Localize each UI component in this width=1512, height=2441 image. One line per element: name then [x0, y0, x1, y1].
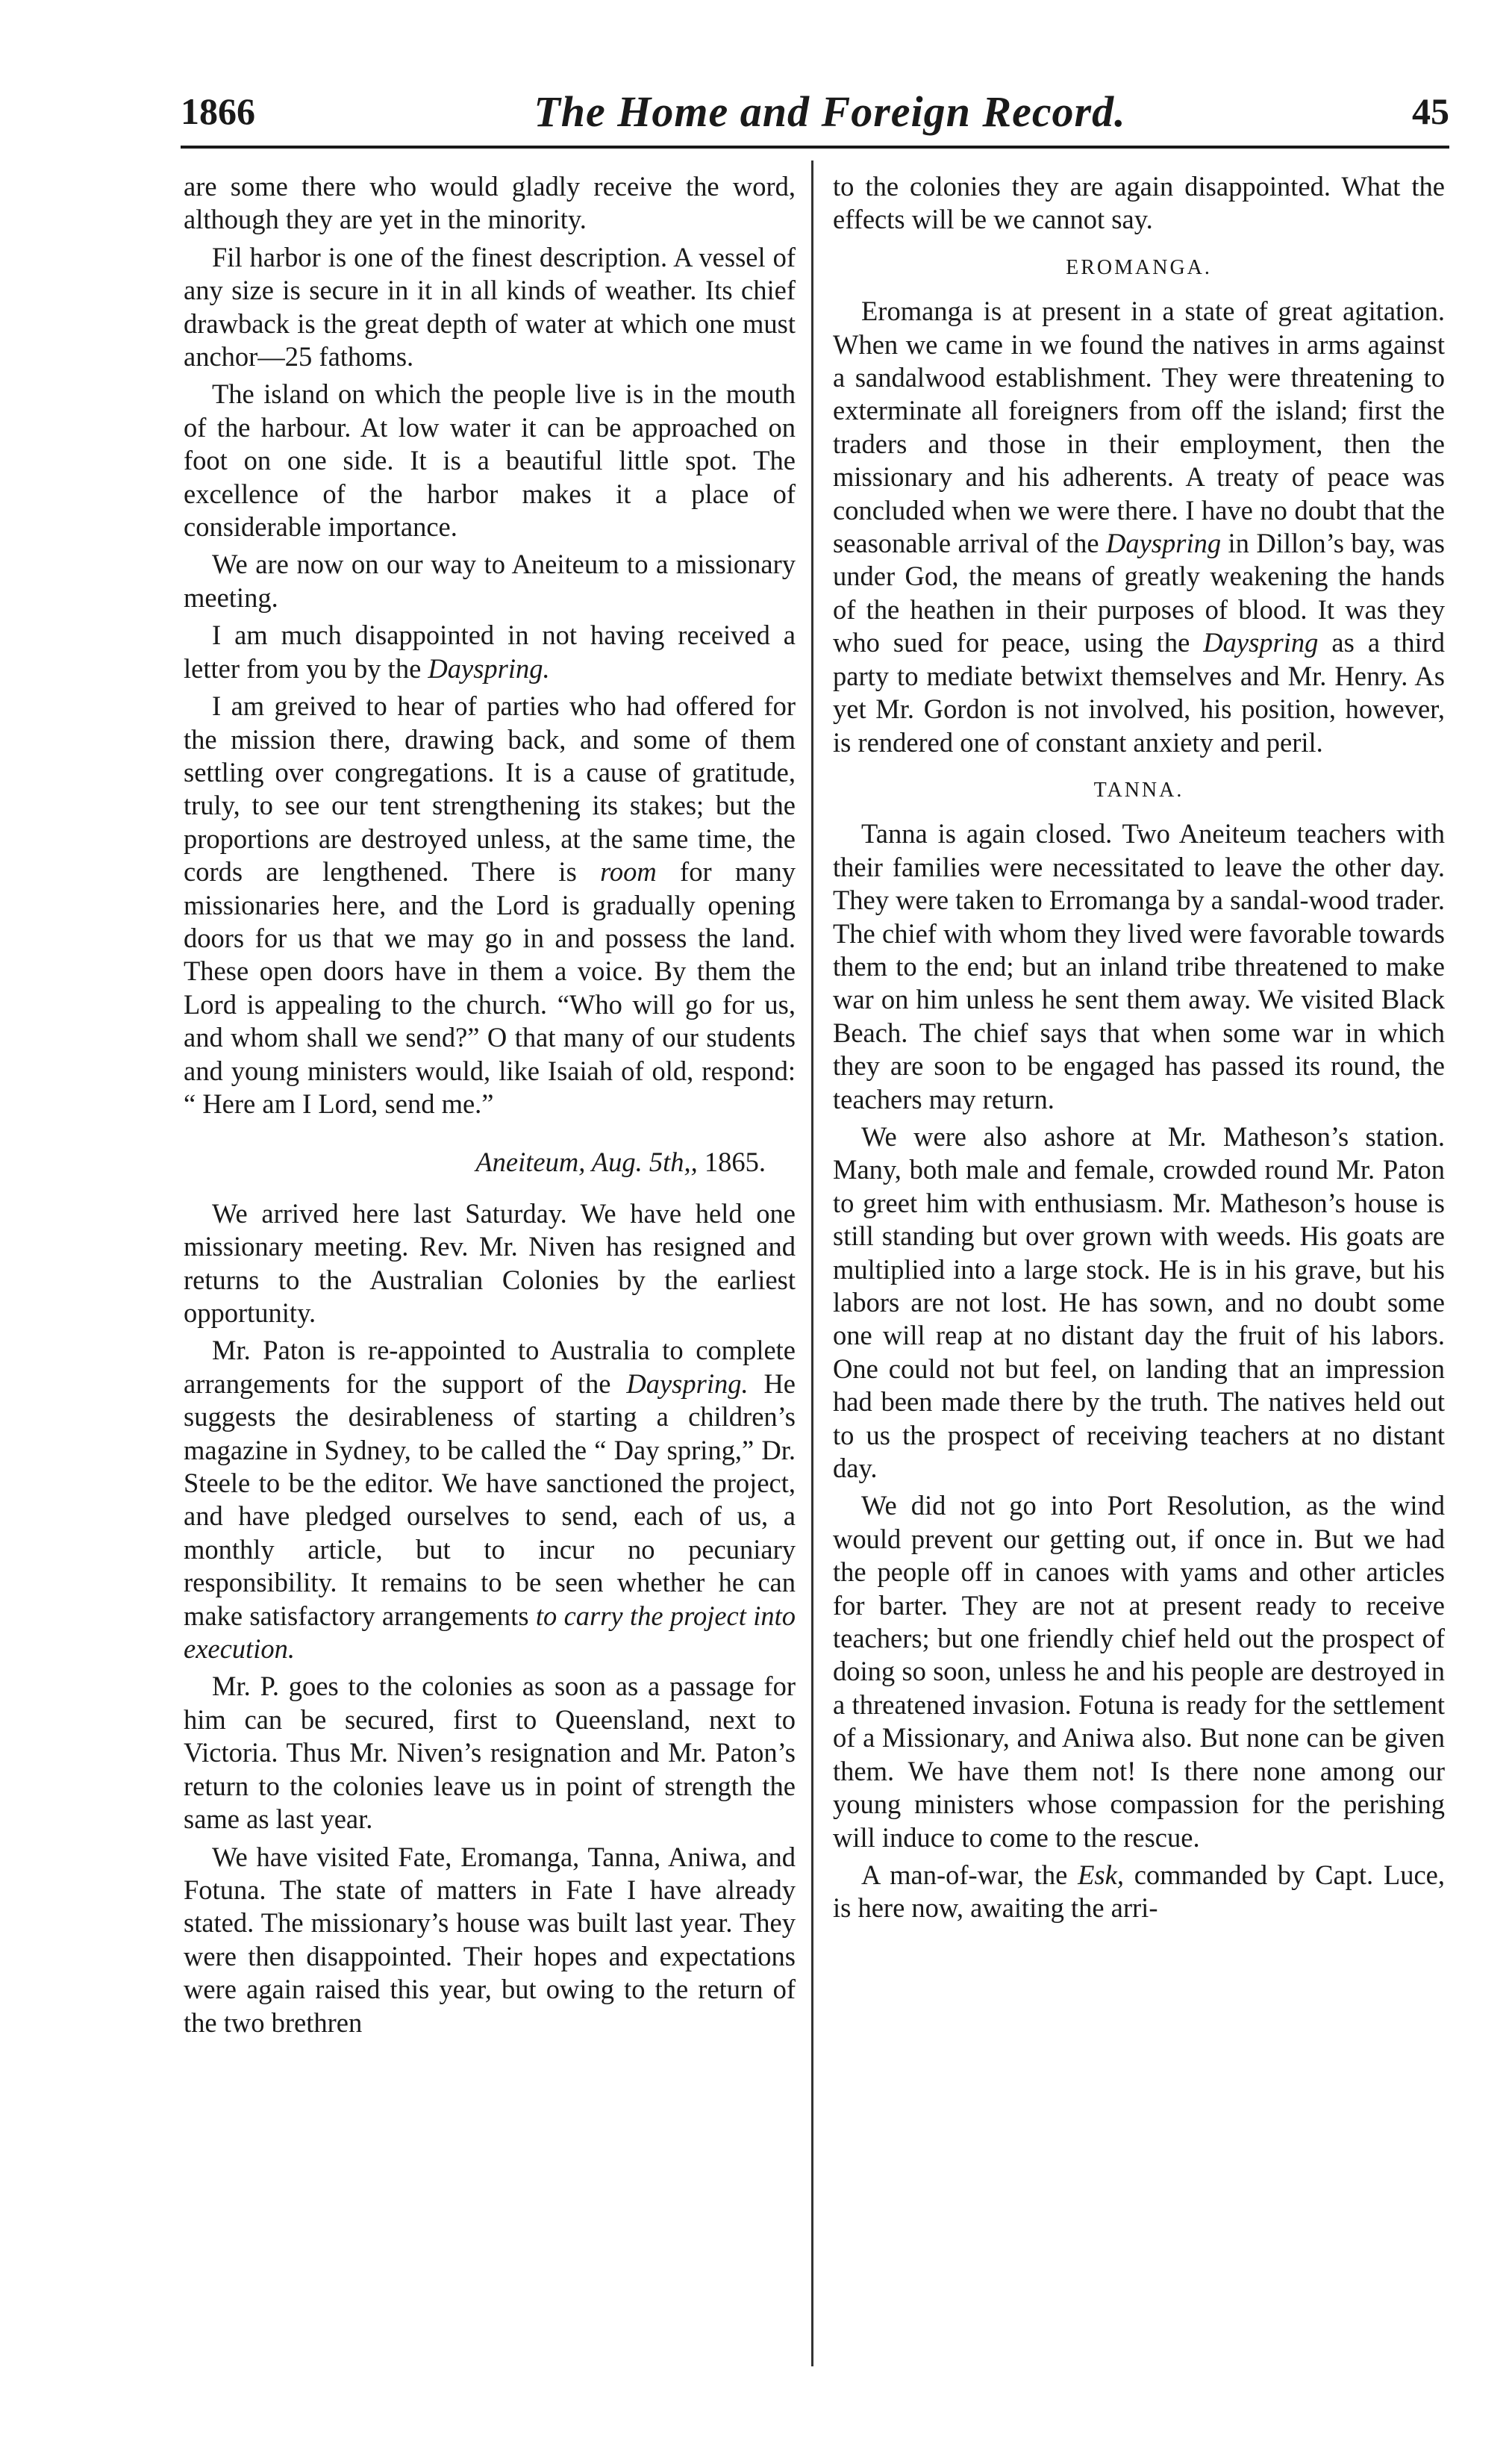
paragraph: Tanna is again closed. Two Aneiteum teachers with their families were necessitated to leave the other day. They were taken to Erromanga by a sandal-wood trader. The chief with whom they lived were favorable towards them to the end; but an inland tribe threatened to make war on him unless he sent them away. We visited Black Beach. The chief says that when some war in which they are soon to be engaged has passed its round, the teachers may return. — [833, 818, 1445, 1114]
header-title: The Home and Foreign Record. — [534, 87, 1126, 136]
paragraph — [833, 1859, 1445, 1925]
paragraph: to the colonies they are again disappointed. What the effects will be we cannot say. — [833, 171, 1445, 235]
emphasis: room — [600, 856, 657, 888]
paragraph: are some there who would gladly receive the word, although they are yet in the minority. — [184, 171, 796, 235]
paragraph: We did not go into Port Resolution, as the wind would prevent our getting out, if once in. But we had the people off in canoes with yams and other articles for barter. They are not at present ready to receive teachers; but one friendly chief held out the prospect of doing so soon, unless he and his people are destroyed in a threatened invasion. Fotuna is ready for the settlement of a Missionary, and Aniwa also. But none can be given them. We have them not! Is there none among our young ministers whose compassion for the perishing will induce to come to the rescue. — [833, 1490, 1445, 1853]
ship-name: Dayspring. — [428, 652, 550, 684]
dateline-year: 1865. — [697, 1147, 766, 1178]
text-run: in Dillon’s bay, was under God, the means of greatly weakening the hands of the heathen in their purposes of blood. It was they who sued for peace, using the — [833, 528, 1445, 658]
text-run: Eromanga is at present in a state of great agitation. When we came in we found the natives in arms against a sandalwood establishment. They were threatening to exterminate all foreigners from off the island; first the traders and those in their employment, then the missionary and his adherents. A treaty of peace was concluded when we were there. I have no doubt that the seasonable arrival of the — [833, 296, 1445, 559]
text-run: I am greived to hear of parties who had offered for the mission there, drawing back, and some of them settling over congregations. It is a cause of gratitude, truly, to see our tent strengthening its stakes; but the proportions are destroyed unless, at the same time, the cords are lengthened. There is — [184, 690, 796, 888]
text-run: Mr. Paton is re-appointed to Australia to complete arrangements for the support of the — [184, 1335, 796, 1399]
dateline-place: Aneiteum, Aug. 5th,, — [475, 1147, 698, 1178]
page-header — [181, 84, 1449, 151]
header-rule — [181, 146, 1449, 149]
text-run: He suggests the desirableness of starting a children’s magazine in Sydney, to be called the “ Day spring,” Dr. Steele to be the editor. We have sanctioned the project, and have pledged ourselves to send, each of us, a monthly article, but to incur no pecuniary responsibility. It remains to be seen whether he can make satisfactory arrangements — [184, 1368, 796, 1631]
ship-name: Dayspring — [1106, 528, 1222, 559]
left-column — [184, 170, 796, 2372]
paragraph: Mr. P. goes to the colonies as soon as a passage for him can be secured, first to Queensland, next to Victoria. Thus Mr. Niven’s resignation and Mr. Paton’s return to the colonies leave us in point of strength the same as last year. — [184, 1671, 796, 1835]
text-run: I am much disappointed in not having received a letter from you by the — [184, 620, 796, 684]
column-divider — [811, 160, 813, 2366]
section-heading-tanna: TANNA. — [1093, 778, 1184, 802]
paragraph — [184, 1334, 796, 1665]
text-run: A man-of-war, the — [861, 1859, 1078, 1890]
section-heading-eromanga: EROMANGA. — [1066, 255, 1212, 279]
paragraph — [184, 619, 796, 685]
paragraph: Fil harbor is one of the finest description. A vessel of any size is secure in it in all kinds of weather. Its chief drawback is the great depth of water at which one must anchor—25 fathoms. — [184, 241, 796, 372]
dateline — [184, 1146, 766, 1179]
paragraph: We have visited Fate, Eromanga, Tanna, Aniwa, and Fotuna. The state of matters in Fate I have already stated. The missionary’s house was built last year. They were then disappointed. Their hopes and expectations were again raised this year, but owing to the return of the two brethren — [184, 1841, 796, 2038]
paragraph: We are now on our way to Aneiteum to a missionary meeting. — [184, 549, 796, 613]
ship-name: Dayspring — [1203, 627, 1319, 658]
header-year: 1866 — [181, 90, 255, 132]
paragraph: We were also ashore at Mr. Matheson’s station. Many, both male and female, crowded round Mr. Paton to greet him with enthusiasm. Mr. Matheson’s house is still standing but over grown with weeds. His goats are multiplied into a large stock. He is in his grave, but his labors are not lost. He has sown, and no doubt some one will reap at no distant day the fruit of his labors. One could not but feel, on landing that an impression had been made there by the truth. The natives held out to us the prospect of receiving teachers at no distant day. — [833, 1120, 1445, 1484]
text-run: for many missionaries here, and the Lord is gradually opening doors for us that we may go in and possess the land. These open doors have in them a voice. By them the Lord is appealing to the church. “Who will go for us, and whom shall we send?” O that many of our students and young ministers would, like Isaiah of old, respond: “ Here am I Lord, send me.” — [184, 856, 796, 1119]
paragraph — [833, 295, 1445, 759]
paragraph: We arrived here last Saturday. We have held one missionary meeting. Rev. Mr. Niven has resigned and returns to the Australian Colonies by the earliest opportunity. — [184, 1197, 796, 1328]
paragraph: The island on which the people live is in the mouth of the harbour. At low water it can be approached on foot on one side. It is a beautiful little spot. The excellence of the harbor makes it a place of considerable importance. — [184, 378, 796, 543]
text-run: commanded by Capt. Luce, is here now, awaiting the arri- — [833, 1859, 1445, 1924]
header-page-number: 45 — [1412, 90, 1449, 132]
ship-name: Dayspring. — [626, 1368, 749, 1399]
text-run-italic: to carry the project into execution. — [184, 1600, 796, 1665]
right-column — [833, 170, 1445, 2372]
ship-name: Esk, — [1078, 1859, 1124, 1890]
paragraph — [184, 690, 796, 1120]
text-run: as a third party to mediate betwixt themselves and Mr. Henry. As yet Mr. Gordon is not involved, his position, however, is rendered one of constant anxiety and peril. — [833, 627, 1445, 758]
